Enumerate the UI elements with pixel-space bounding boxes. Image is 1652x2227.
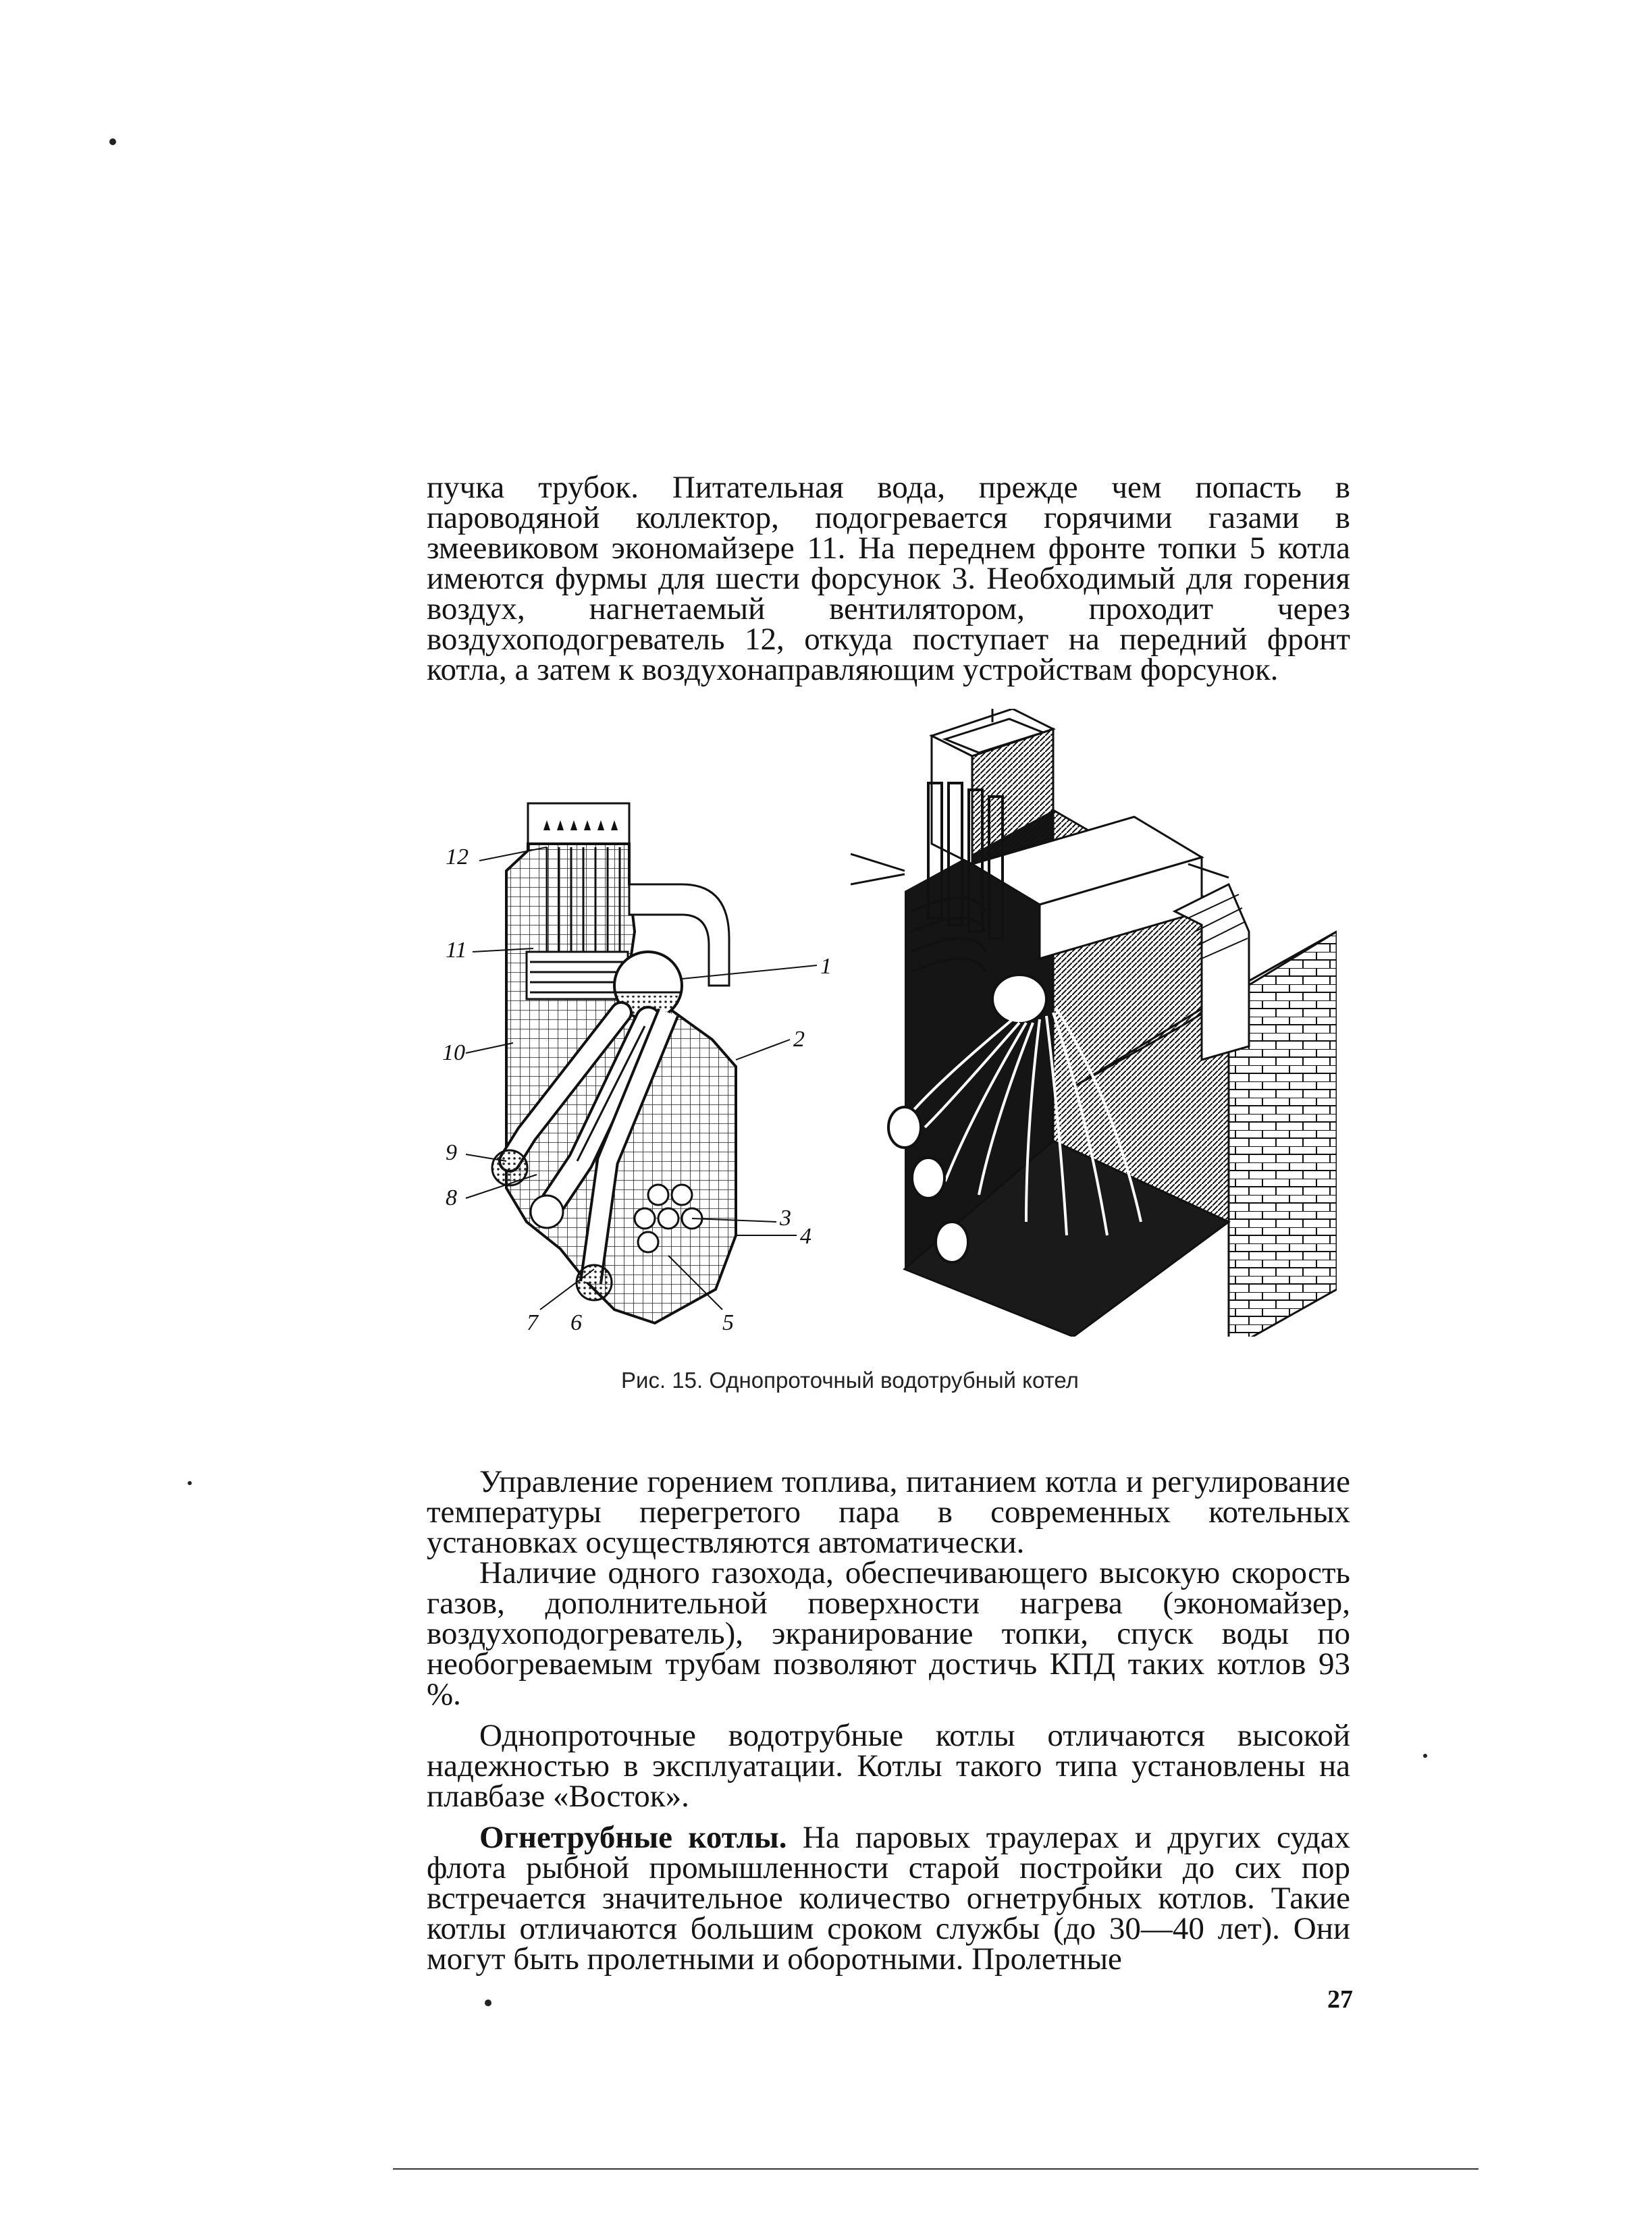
section-heading: Огнетрубные котлы. (479, 1820, 787, 1855)
label-9: 9 (446, 1140, 457, 1165)
scan-speck (109, 138, 116, 145)
body-paragraph-text: На паровых траулерах и других судах флота рыбной промышленности старой постройки до сих пор встречается значительное количество огнетрубных котлов. Такие котлы отличаются большим сроком службы (до 30—40 лет). Они могут быть пролетными и оборотными. Пролетные (427, 1820, 1351, 1977)
label-2: 2 (793, 1027, 805, 1052)
body-paragraph-with-heading (427, 1820, 1351, 1977)
label-12: 12 (446, 844, 469, 869)
boiler-section-diagram (425, 783, 857, 1350)
label-10: 10 (442, 1040, 465, 1065)
label-6: 6 (570, 1310, 582, 1335)
label-4: 4 (800, 1224, 811, 1249)
label-7: 7 (527, 1310, 538, 1335)
body-paragraph: Наличие одного газохода, обеспечивающего высокую скорость газов, дополнительной поверхности нагрева (экономайзер, воздухоподогреватель), экранирование топки, спуск воды по необогреваемым трубам позволяют достичь КПД таких котлов 93 %. (427, 1555, 1350, 1712)
scan-speck (485, 2000, 491, 2006)
intro-paragraph-block (427, 470, 1350, 687)
scan-speck (188, 1481, 192, 1485)
label-8: 8 (446, 1185, 457, 1210)
label-11: 11 (446, 938, 467, 963)
body-text-block (427, 1464, 1351, 1977)
label-3: 3 (780, 1206, 791, 1231)
intro-paragraph: пучка трубок. Питательная вода, прежде чем попасть в пароводяной коллектор, подогревается горячими газами в змеевиковом экономайзере 11. На переднем фронте топки 5 котла имеются фурмы для шести форсунок 3. Необходимый для горения воздух, нагнетаемый вентилятором, проходит через воздухоподогреватель 12, откуда поступает на передний фронт котла, а затем к воздухонаправляющим устройствам форсунок. (427, 470, 1350, 687)
boiler-isometric-diagram (851, 709, 1337, 1337)
body-paragraph: Однопроточные водотрубные котлы отличаются высокой надежностью в эксплуатации. Котлы такого типа установлены на плавбазе «Восток». (427, 1718, 1350, 1814)
page-number: 27 (1327, 1985, 1353, 2014)
body-paragraph: Управление горением топлива, питанием котла и регулирование температуры перегретого пара в современных котельных установках осуществляются автоматически. (427, 1464, 1350, 1560)
figure-caption: Рис. 15. Однопроточный водотрубный котел (621, 1368, 1079, 1393)
label-5: 5 (722, 1310, 734, 1335)
bottom-rule (393, 2168, 1478, 2170)
scan-speck (1423, 1754, 1427, 1758)
label-1: 1 (820, 954, 832, 979)
